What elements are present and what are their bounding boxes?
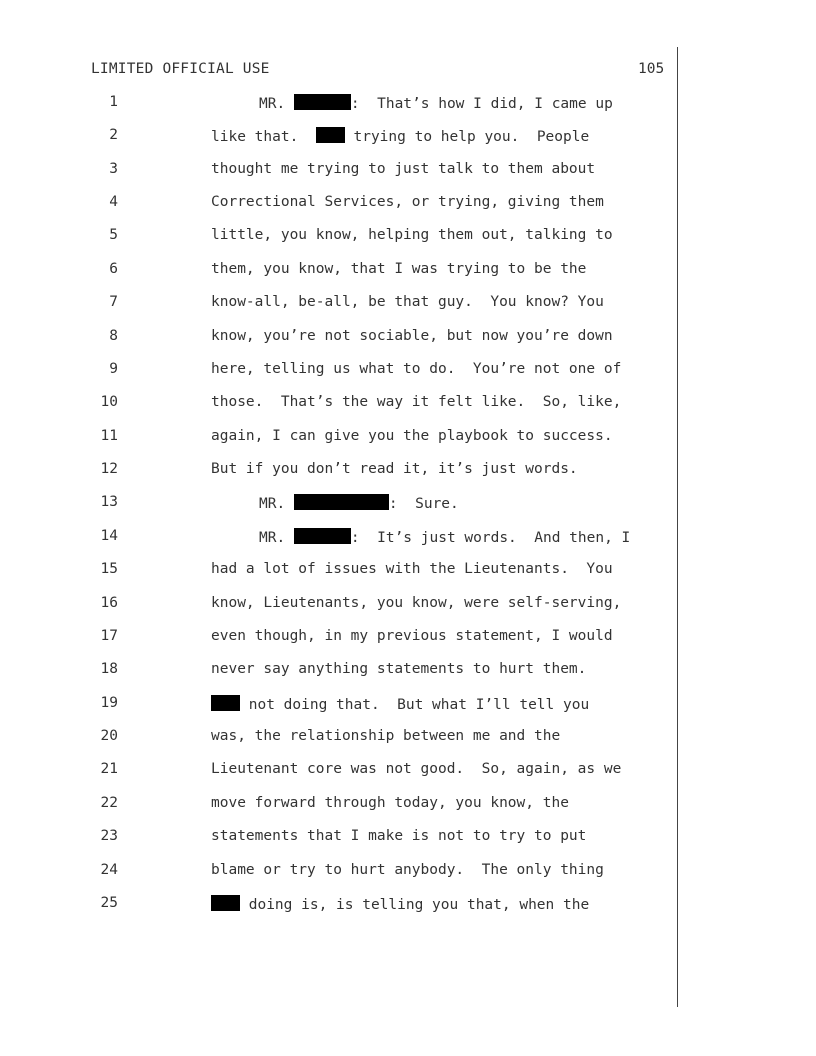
transcript-line	[0, 862, 700, 886]
transcript-line	[0, 695, 700, 719]
text-segment: little, you know, helping them out, talking to	[211, 227, 613, 244]
line-number: 25	[100, 894, 118, 911]
text-segment: MR.	[259, 529, 294, 546]
text-segment: again, I can give you the playbook to success.	[211, 427, 613, 444]
transcript-line	[0, 194, 700, 218]
line-text	[211, 361, 621, 377]
text-segment: like that.	[211, 129, 316, 146]
redaction-box	[294, 94, 351, 110]
line-number: 8	[109, 327, 118, 344]
text-segment: know-all, be-all, be that guy. You know? You	[211, 294, 604, 311]
text-segment: statements that I make is not to try to put	[211, 828, 587, 845]
line-number: 9	[109, 360, 118, 377]
line-text	[211, 795, 569, 811]
redaction-box	[316, 127, 345, 143]
transcript-line	[0, 94, 700, 118]
line-text	[211, 394, 621, 410]
line-number: 24	[100, 861, 118, 878]
line-number: 20	[100, 728, 118, 745]
text-segment: MR.	[259, 496, 294, 513]
transcript-line	[0, 895, 700, 919]
text-segment: had a lot of issues with the Lieutenants. You	[211, 561, 613, 578]
line-text	[259, 494, 459, 512]
line-number: 15	[100, 561, 118, 578]
text-segment: thought me trying to just talk to them about	[211, 160, 596, 177]
transcript-line	[0, 161, 700, 185]
transcript-line	[0, 661, 700, 685]
text-segment: move forward through today, you know, the	[211, 794, 569, 811]
line-text	[211, 194, 604, 210]
page-number: 105	[638, 61, 665, 77]
text-segment: : That’s how I did, I came up	[350, 96, 613, 112]
line-text	[211, 728, 560, 744]
text-segment: here, telling us what to do. You’re not one of	[211, 360, 622, 377]
line-number: 10	[100, 394, 118, 411]
line-number: 3	[109, 160, 118, 177]
text-segment: Lieutenant core was not good. So, again, as we	[211, 761, 622, 778]
transcript-line	[0, 461, 700, 485]
text-segment: But if you don’t read it, it’s just words.	[211, 461, 578, 478]
text-segment: MR.	[259, 96, 294, 112]
redaction-box	[294, 528, 351, 544]
line-text	[211, 428, 613, 444]
text-segment: even though, in my previous statement, I would	[211, 627, 613, 644]
text-segment: not doing that. But what I’ll tell you	[240, 696, 590, 713]
text-segment: : It’s just words. And then, I	[350, 529, 631, 546]
line-text	[211, 227, 613, 243]
line-number: 6	[109, 260, 118, 277]
text-segment: was, the relationship between me and the	[211, 728, 561, 745]
line-text	[211, 294, 604, 310]
transcript-line	[0, 227, 700, 251]
transcript-line	[0, 261, 700, 285]
line-text	[211, 895, 589, 913]
text-segment: them, you know, that I was trying to be the	[211, 260, 587, 277]
line-text	[259, 528, 630, 546]
transcript-line	[0, 795, 700, 819]
classification-header: LIMITED OFFICIAL USE	[91, 61, 270, 77]
line-number: 4	[109, 194, 118, 211]
transcript-line	[0, 127, 700, 151]
transcript-line	[0, 361, 700, 385]
line-number: 13	[100, 494, 118, 511]
line-number: 16	[100, 594, 118, 611]
text-segment: blame or try to hurt anybody. The only thing	[211, 861, 604, 878]
line-number: 14	[100, 527, 118, 544]
line-number: 23	[100, 828, 118, 845]
transcript-line	[0, 528, 700, 552]
text-segment: : Sure.	[388, 496, 459, 513]
redaction-box	[294, 494, 389, 510]
line-text	[211, 561, 613, 577]
line-number: 17	[100, 627, 118, 644]
transcript-line	[0, 628, 700, 652]
text-segment: know, you’re not sociable, but now you’re down	[211, 327, 613, 344]
text-segment: those. That’s the way it felt like. So, like,	[211, 394, 622, 411]
text-segment: doing is, is telling you that, when the	[240, 896, 590, 913]
line-number: 18	[100, 661, 118, 678]
transcript-line	[0, 428, 700, 452]
text-segment: know, Lieutenants, you know, were self-serving,	[211, 594, 622, 611]
redaction-box	[211, 895, 240, 911]
line-text	[211, 661, 586, 677]
line-text	[211, 862, 604, 878]
transcript-line	[0, 328, 700, 352]
line-text	[211, 595, 621, 611]
line-number: 1	[109, 94, 118, 110]
line-number: 19	[100, 694, 118, 711]
transcript-line	[0, 294, 700, 318]
line-text	[211, 261, 586, 277]
line-number: 11	[100, 427, 118, 444]
redaction-box	[211, 695, 240, 711]
line-number: 5	[109, 227, 118, 244]
line-text	[211, 127, 589, 145]
line-text	[259, 94, 613, 112]
line-text	[211, 161, 595, 177]
text-segment: never say anything statements to hurt them.	[211, 661, 587, 678]
line-number: 22	[100, 794, 118, 811]
text-segment: Correctional Services, or trying, giving them	[211, 194, 604, 211]
text-segment: trying to help you. People	[344, 129, 590, 146]
line-text	[211, 828, 586, 844]
line-number: 21	[100, 761, 118, 778]
line-text	[211, 628, 613, 644]
transcript-line	[0, 494, 700, 518]
transcript-line	[0, 728, 700, 752]
line-number: 12	[100, 461, 118, 478]
transcript-line	[0, 828, 700, 852]
line-number: 2	[109, 127, 118, 144]
line-text	[211, 461, 578, 477]
line-text	[211, 761, 621, 777]
transcript-line	[0, 595, 700, 619]
line-number: 7	[109, 294, 118, 311]
line-text	[211, 695, 589, 713]
transcript-line	[0, 394, 700, 418]
transcript-line	[0, 561, 700, 585]
transcript-line	[0, 761, 700, 785]
line-text	[211, 328, 613, 344]
